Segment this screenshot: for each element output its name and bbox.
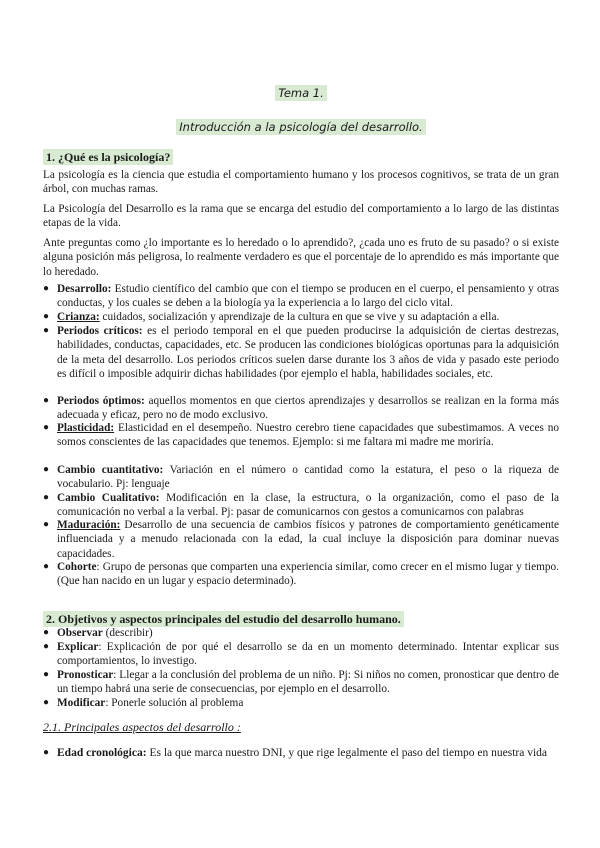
bullet-icon: ●	[43, 561, 50, 572]
list-item	[43, 560, 559, 589]
list-item	[43, 324, 559, 382]
list-text: : Explicación de por qué el desarrollo se da en un momento determinado. Intentar explicar sus comportamientos, lo investigo.	[57, 641, 559, 668]
paragraph: La Psicología del Desarrollo es la rama que se encarga del estudio del comportamiento a lo largo de las distintas etapas de la vida.	[43, 203, 559, 230]
list-text: es el periodo temporal en el que pueden producirse la adquisición de ciertas destrezas, habilidades, conductas, capacidades, etc. Se producen las condiciones biológicas oportunas para la adquisición de la meta del desarrollo. Los periodos críticos suelen darse durante los 3 años de vida y pasado este periodo es difícil o imposible adquirir dichas habilidades (por ejemplo el habla, habilidades sociales, etc.	[57, 325, 559, 381]
bullet-icon: ●	[43, 492, 50, 503]
list-item	[43, 463, 559, 492]
document-title	[43, 120, 559, 134]
bullet-icon: ●	[43, 311, 50, 322]
list-term: Periodos óptimos:	[57, 395, 145, 407]
list-text: aquellos momentos en que ciertos aprendizajes y desarrollos se realizan en la forma más adecuada y eficaz, pero no de modo exclusivo.	[57, 395, 559, 422]
bullet-icon: ●	[43, 697, 50, 708]
list-text: (describir)	[102, 627, 153, 639]
list-text: Variación en el número o cantidad como la estatura, el peso o la riqueza de vocabulario. Pj: lenguaje	[57, 464, 559, 491]
list-item	[43, 640, 559, 669]
list-text: Es la que marca nuestro DNI, y que rige legalmente el paso del tiempo en nuestra vida	[146, 747, 548, 759]
list-item	[43, 696, 559, 710]
bullet-icon: ●	[43, 395, 50, 406]
list-item	[43, 668, 559, 697]
list-text: Elasticidad en el desempeño. Nuestro cerebro tiene capacidades que subestimamos. A veces no somos conscientes de las capacidades que tenemos. Ejemplo: si me faltara mi madre me moriría.	[57, 422, 559, 449]
paragraph: La psicología es la ciencia que estudia el comportamiento humano y los procesos cognitivos, se trata de un gran árbol, con muchas ramas.	[43, 169, 559, 196]
list-item	[43, 282, 559, 311]
list-item	[43, 518, 559, 561]
list-term: Modificar	[57, 697, 106, 709]
bullet-icon: ●	[43, 283, 50, 294]
section-1-heading-text: 1. ¿Qué es la psicología?	[43, 149, 173, 165]
list-term: Cohorte	[57, 561, 97, 573]
bullet-icon: ●	[43, 422, 50, 433]
section-2-heading-text: 2. Objetivos y aspectos principales del estudio del desarrollo humano.	[43, 611, 404, 627]
list-item	[43, 491, 559, 520]
list-item	[43, 746, 559, 760]
title-highlight: Introducción a la psicología del desarrollo.	[176, 119, 425, 135]
list-text: cuidados, socialización y aprendizaje de la cultura en que se vive y su adaptación a ella.	[99, 311, 500, 323]
section-1-heading	[43, 150, 173, 165]
bullet-icon: ●	[43, 464, 50, 475]
list-term: Desarrollo:	[57, 283, 112, 295]
list-term: Observar	[57, 627, 103, 639]
list-term: Pronosticar	[57, 669, 114, 681]
list-text: Modificación en la clase, la estructura, o la organización, como el paso de la comunicación no verbal a la verbal. Pj: pasar de comunicarnos con gestos a comunicarnos con palabras	[57, 492, 559, 519]
list-term: Edad cronológica:	[57, 747, 147, 759]
list-item	[43, 421, 559, 450]
list-item	[43, 310, 559, 324]
paragraph: Ante preguntas como ¿lo importante es lo heredado o lo aprendido?, ¿cada uno es fruto de su pasado? o si existe alguna posición más peligrosa, lo realmente verdadero es que el porcentaje de lo aprendido es más importante que lo heredado.	[43, 237, 559, 278]
list-text: Desarrollo de una secuencia de cambios físicos y patrones de comportamiento genéticamente influenciada y a menudo relacionada con la edad, la cual incluye la disposición para dominar nuevas capacidades.	[57, 519, 559, 560]
bullet-icon: ●	[43, 669, 50, 680]
list-text: : Llegar a la conclusión del problema de un niño. Pj: Si niños no comen, pronosticar que dentro de un tiempo habrá una serie de consecuencias, por ejemplo en el desarrollo.	[57, 669, 559, 696]
topic-heading	[43, 86, 559, 100]
bullet-icon: ●	[43, 519, 50, 530]
bullet-icon: ●	[43, 325, 50, 336]
bullet-icon: ●	[43, 641, 50, 652]
list-term: Cambio Cualitativo:	[57, 492, 160, 504]
list-term: Maduración:	[57, 519, 121, 531]
list-term: Crianza:	[57, 311, 100, 323]
subsection-heading: 2.1. Principales aspectos del desarrollo :	[43, 720, 241, 734]
list-term: Cambio cuantitativo:	[57, 464, 164, 476]
list-text: Estudio científico del cambio que con el tiempo se producen en el cuerpo, el pensamiento y otras conductas, y los cuales se deben a la biología ya la experiencia a lo largo del ciclo vital.	[57, 283, 559, 310]
topic-highlight: Tema 1.	[275, 85, 327, 101]
bullet-icon: ●	[43, 627, 50, 638]
list-term: Plasticidad:	[57, 422, 115, 434]
list-text: : Ponerle solución al problema	[105, 697, 244, 709]
list-text: : Grupo de personas que comparten una experiencia similar, como crecer en el mismo lugar y tiempo. (Que han nacido en un lugar y espacio determinado).	[57, 561, 559, 588]
list-term: Explicar	[57, 641, 99, 653]
list-item	[43, 394, 559, 423]
list-item	[43, 626, 559, 640]
list-term: Periodos críticos:	[57, 325, 143, 337]
bullet-icon: ●	[43, 747, 50, 758]
section-2-heading	[43, 612, 404, 627]
